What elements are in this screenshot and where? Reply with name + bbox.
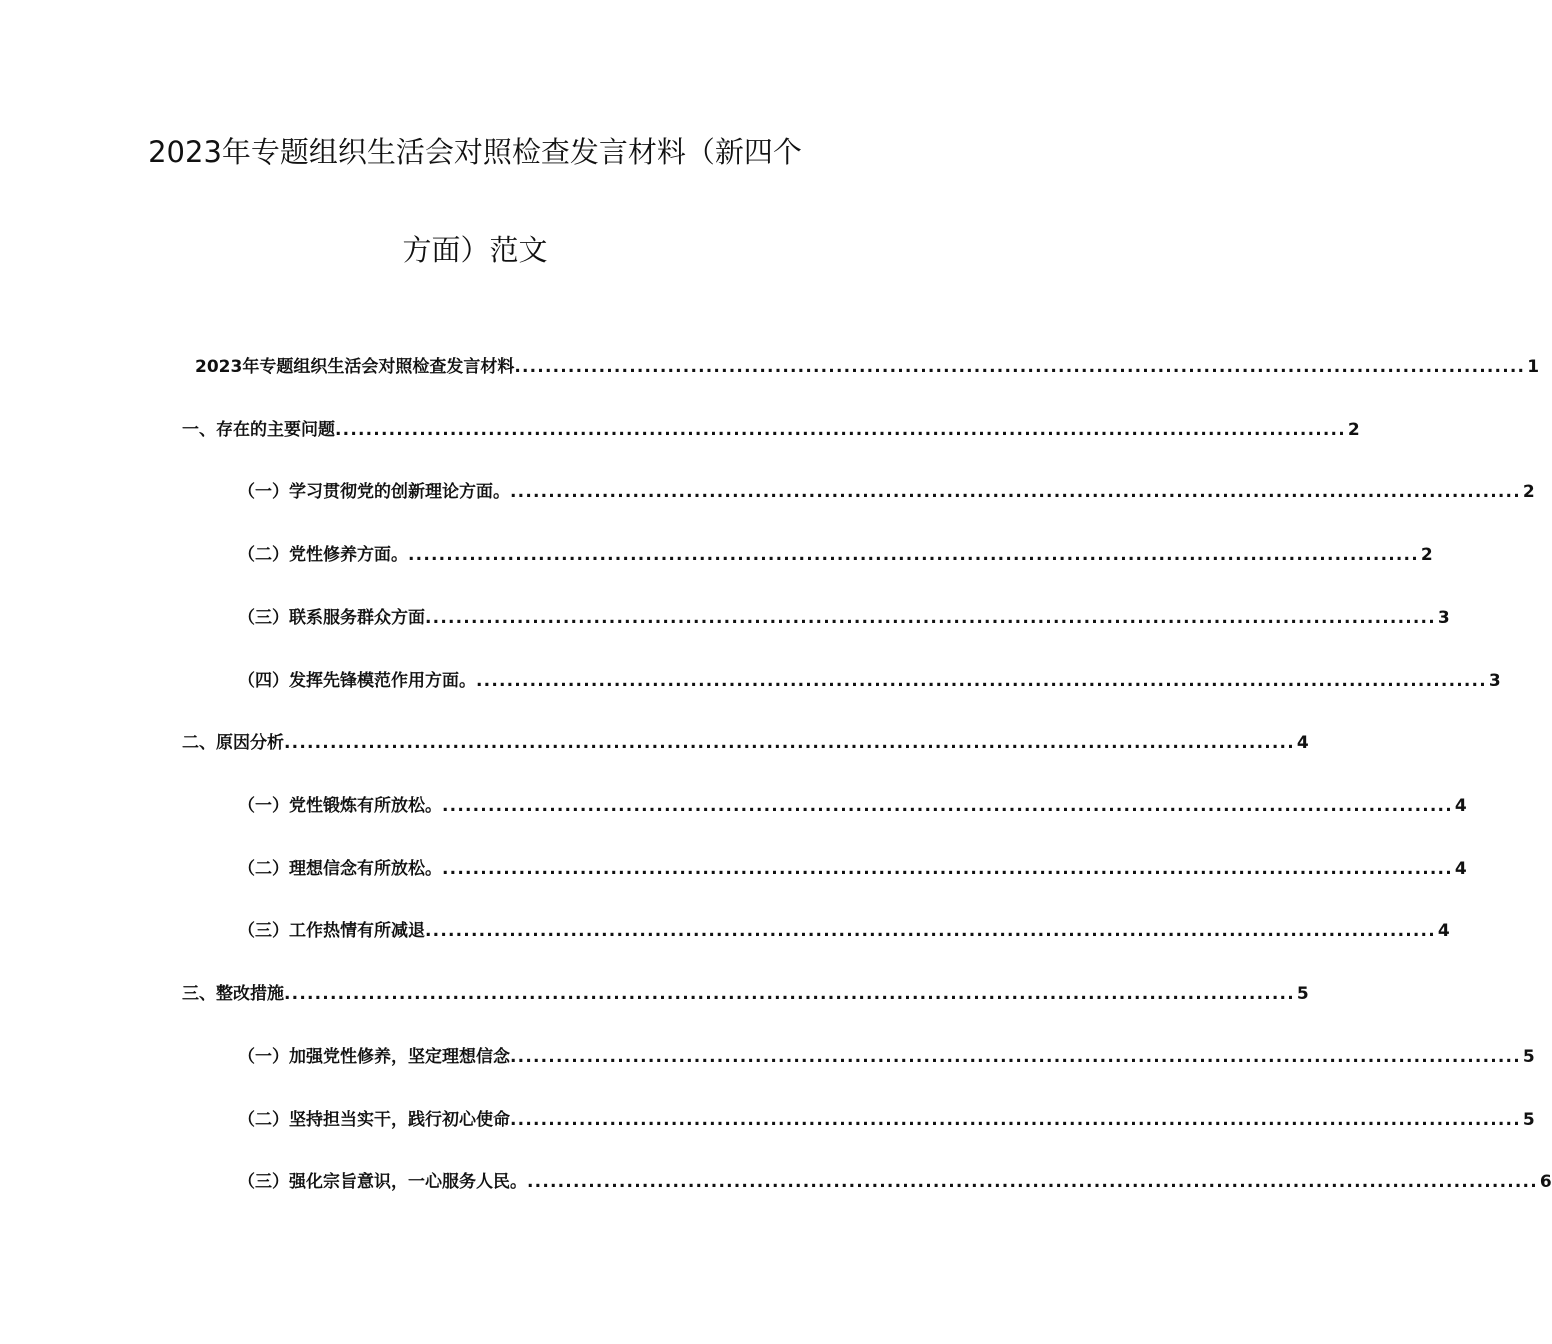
toc-dot-leader: .................................................................................................................................... — [527, 1172, 1538, 1192]
toc-dot-leader: .................................................................................................................................... — [442, 796, 1453, 816]
toc-entry-text: 2023年专题组织生活会对照检查发言材料 — [195, 357, 515, 377]
toc-entry-text: （二）理想信念有所放松。 — [238, 859, 442, 879]
toc-entry[interactable] — [182, 417, 1360, 443]
toc-entry-text: （二）坚持担当实干，践行初心使命 — [238, 1110, 510, 1130]
toc-entry-text: （三）联系服务群众方面 — [238, 608, 425, 628]
toc-entry[interactable] — [238, 1169, 1552, 1195]
toc-dot-leader: .................................................................................................................................... — [514, 357, 1526, 377]
toc-dot-leader: .................................................................................................................................... — [510, 482, 1521, 502]
toc-page-number: 2 — [1347, 420, 1360, 440]
document-title-line-2: 方面）范文 — [402, 233, 548, 267]
toc-entry-text: 一、存在的主要问题 — [182, 420, 335, 440]
toc-page-number: 4 — [1437, 921, 1450, 941]
toc-entry-text: （三）强化宗旨意识，一心服务人民。 — [238, 1172, 527, 1192]
toc-entry-text: 二、原因分析 — [182, 733, 284, 753]
toc-page-number: 3 — [1488, 671, 1501, 691]
toc-page-number: 3 — [1437, 608, 1450, 628]
toc-entry[interactable] — [238, 856, 1467, 882]
toc-entry[interactable] — [238, 605, 1450, 631]
toc-dot-leader: .................................................................................................................................... — [335, 420, 1346, 440]
toc-entry[interactable] — [238, 793, 1467, 819]
toc-entry[interactable] — [238, 1044, 1535, 1070]
toc-page-number: 1 — [1527, 357, 1540, 377]
toc-entry[interactable] — [238, 479, 1535, 505]
toc-page-number: 5 — [1522, 1110, 1535, 1130]
toc-dot-leader: .................................................................................................................................... — [510, 1110, 1521, 1130]
toc-dot-leader: .................................................................................................................................... — [284, 733, 1295, 753]
toc-entry-text: （三）工作热情有所减退 — [238, 921, 425, 941]
toc-page-number: 4 — [1454, 796, 1467, 816]
toc-page-number: 5 — [1296, 984, 1309, 1004]
toc-page-number: 2 — [1420, 545, 1433, 565]
toc-dot-leader: .................................................................................................................................... — [425, 921, 1436, 941]
toc-entry-text: 三、整改措施 — [182, 984, 284, 1004]
toc-page-number: 4 — [1454, 859, 1467, 879]
toc-entry-text: （四）发挥先锋模范作用方面。 — [238, 671, 476, 691]
toc-entry[interactable] — [238, 1107, 1535, 1133]
toc-entry[interactable] — [238, 668, 1501, 694]
toc-entry[interactable] — [238, 918, 1450, 944]
toc-page-number: 6 — [1539, 1172, 1552, 1192]
toc-dot-leader: .................................................................................................................................... — [425, 608, 1436, 628]
toc-dot-leader: .................................................................................................................................... — [442, 859, 1453, 879]
toc-entry[interactable] — [195, 354, 1540, 380]
toc-page-number: 2 — [1522, 482, 1535, 502]
toc-page-number: 5 — [1522, 1047, 1535, 1067]
toc-entry-text: （一）党性锻炼有所放松。 — [238, 796, 442, 816]
toc-entry-text: （二）党性修养方面。 — [238, 545, 408, 565]
toc-dot-leader: .................................................................................................................................... — [476, 671, 1487, 691]
toc-entry[interactable] — [182, 981, 1309, 1007]
toc-dot-leader: .................................................................................................................................... — [408, 545, 1419, 565]
toc-entry[interactable] — [182, 730, 1309, 756]
toc-dot-leader: .................................................................................................................................... — [510, 1047, 1521, 1067]
toc-dot-leader: .................................................................................................................................... — [284, 984, 1295, 1004]
toc-entry-text: （一）学习贯彻党的创新理论方面。 — [238, 482, 510, 502]
toc-entry-text: （一）加强党性修养，坚定理想信念 — [238, 1047, 510, 1067]
document-title-line-1: 2023年专题组织生活会对照检查发言材料（新四个 — [148, 135, 802, 169]
toc-entry[interactable] — [238, 542, 1433, 568]
toc-page-number: 4 — [1296, 733, 1309, 753]
